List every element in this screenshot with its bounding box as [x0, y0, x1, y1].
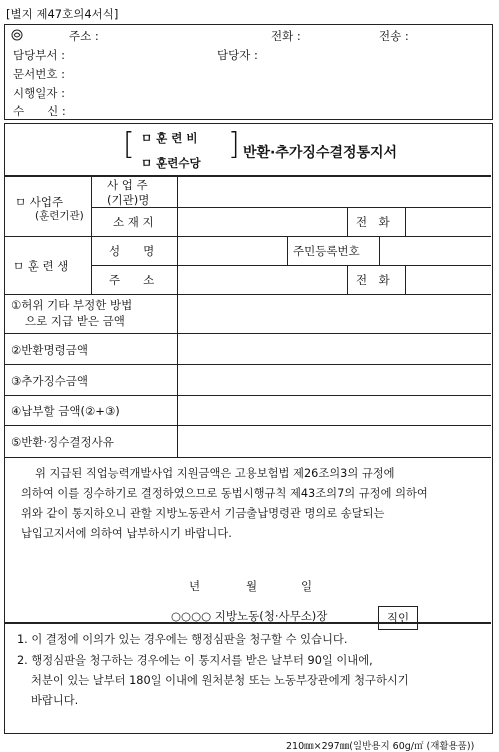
notice-line1: 위 지급된 직업능력개발사업 지원금액은 고용보험법 제26조의3의 규정에: [35, 467, 395, 480]
date-year: 년: [189, 579, 201, 593]
operator-sub-label: (훈련기관): [35, 210, 84, 222]
dept-label: 담당부서 :: [13, 48, 65, 62]
issuer-name: ○○○○ 지방노동(청·사무소)장: [171, 609, 328, 623]
location-label: 소 재 지: [113, 215, 154, 229]
name-label: 성 명: [109, 244, 155, 258]
trainee-phone-label: 전 화: [356, 273, 390, 287]
operator-label: ㅁ 사업주: [15, 195, 64, 209]
trainee-label: ㅁ 훈 련 생: [13, 259, 69, 273]
right-bracket: ]: [228, 127, 240, 162]
note-2-line3: 바랍니다.: [31, 694, 79, 707]
notice-form: [4, 123, 493, 734]
note-1: 1. 이 결정에 이의가 있는 경우에는 행정심판을 청구할 수 있습니다.: [17, 633, 348, 646]
notice-line2: 의하여 이를 징수하기로 결정하였으므로 동법시행규칙 제43조의7의 규정에 의하여: [21, 487, 428, 500]
item-fraud-amount-line1: ①허위 기타 부정한 방법: [11, 298, 133, 312]
sender-box: [4, 24, 493, 120]
title-option-training-cost: ㅁ 훈 련 비: [141, 131, 198, 145]
official-seal-box: 직인: [378, 606, 418, 630]
paper-size-footer: 210㎜×297㎜(일반용지 60g/㎡ (재활용품)): [286, 741, 475, 752]
date-label: 시행일자 :: [13, 86, 65, 100]
notice-line4: 납입고지서에 의하여 납부하시기 바랍니다.: [21, 527, 232, 540]
item-return-amount: ②반환명령금액: [11, 343, 88, 357]
note-2-line1: 2. 행정심판을 청구하는 경우에는 이 통지서를 받은 날부터 90일 이내에,: [17, 654, 373, 667]
operator-phone-label: 전 화: [356, 215, 390, 229]
trainee-address-label: 주 소: [109, 273, 155, 287]
document-title: 반환·추가징수결정통지서: [243, 145, 398, 161]
item-payable-amount: ④납부할 금액(②+③): [11, 404, 120, 418]
fax-label: 전송 :: [379, 29, 409, 43]
item-additional-amount: ③추가징수금액: [11, 374, 88, 388]
form-code: [별지 제47호의4서식]: [6, 7, 119, 21]
title-option-training-allowance: ㅁ 훈련수당: [141, 156, 201, 170]
left-bracket: [: [123, 127, 135, 162]
date-day: 일: [301, 579, 313, 593]
item-fraud-amount-line2: 으로 지급 받은 금액: [25, 314, 125, 328]
recipient-label: 수 신 :: [13, 104, 66, 118]
business-name-label-1: 사 업 주: [107, 178, 148, 192]
item-decision-reason: ⑤반환·징수결정사유: [11, 435, 114, 449]
business-name-label-2: (기관)명: [107, 193, 150, 207]
phone-label: 전화 :: [271, 29, 301, 43]
address-label: 주소 :: [69, 29, 99, 43]
date-month: 월: [246, 579, 258, 593]
rrn-label: 주민등록번호: [293, 244, 360, 258]
note-2-line2: 처분이 있는 날부터 180일 이내에 원처분청 또는 노동부장관에게 청구하시기: [31, 674, 409, 687]
doc-no-label: 문서번호 :: [13, 67, 65, 81]
officer-label: 담당자 :: [217, 48, 258, 62]
notice-line3: 위와 같이 통지하오니 관할 지방노동관서 기금출납명령관 명의로 송달되는: [21, 507, 385, 520]
circle-emblem-icon: [11, 29, 23, 44]
